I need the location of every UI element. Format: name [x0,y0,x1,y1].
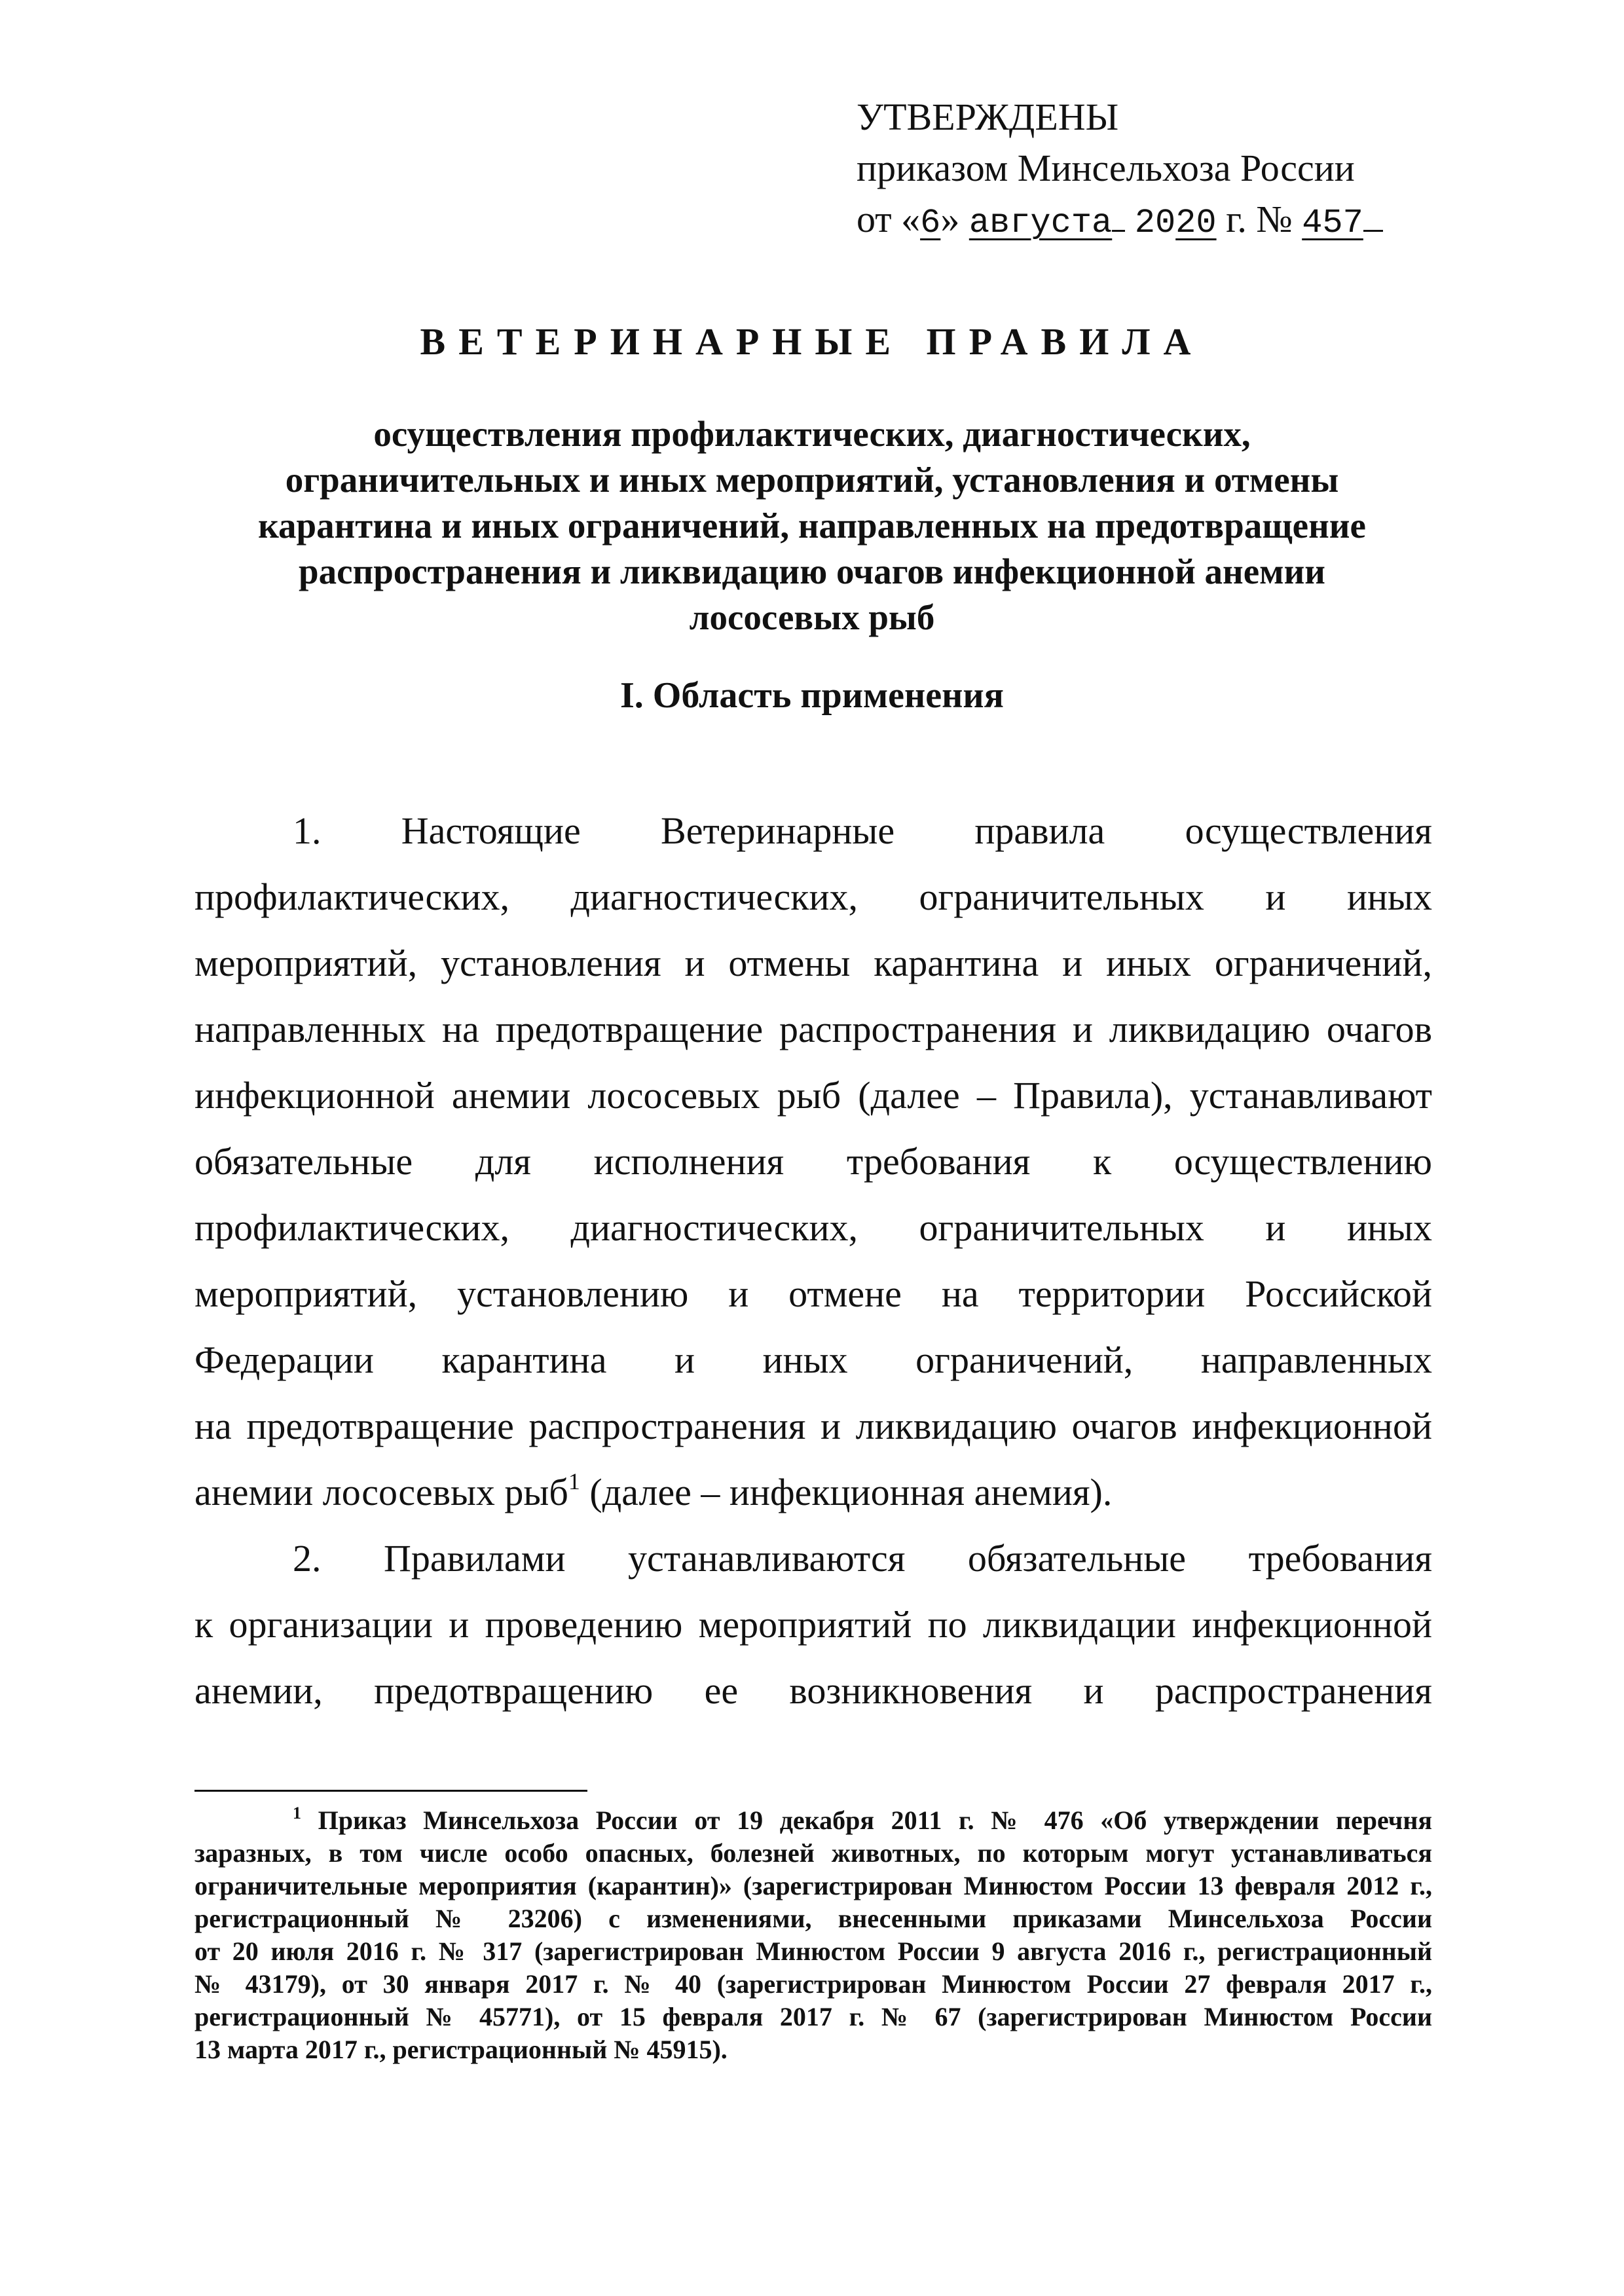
date-year-prefix: 20 [1134,204,1176,242]
body-line: анемии, предотвращению ее возникновения и распространения [194,1669,1432,1712]
body-line-text: (далее – инфекционная анемия). [580,1471,1113,1513]
footnote-line: заразных, в том числе особо опасных, болезней животных, по которым могут устанавливаться [194,1838,1432,1868]
blank-line [1363,196,1383,232]
body-line: мероприятий, установлению и отмене на территории Российской [194,1272,1432,1315]
subtitle-line: лососевых рыб [689,597,935,637]
footnote-reference[interactable]: 1 [568,1468,580,1494]
footnote-line: от 20 июля 2016 г. № 317 (зарегистрирован Минюстом России 9 августа 2016 г., регистрационный [194,1936,1432,1966]
body-line: на предотвращение распространения и ликвидацию очагов инфекционной [194,1405,1432,1447]
body-line: мероприятий, установления и отмены карантина и иных ограничений, [194,942,1432,984]
date-month: августа [969,204,1113,242]
body-line: обязательные для исполнения требования к осуществлению [194,1140,1432,1183]
approval-stamp [857,92,1446,249]
date-year-suffix: 20 [1175,204,1217,242]
body-line: 1. Настоящие Ветеринарные правила осуществления [293,809,1432,852]
date-year-label: г. № [1226,198,1293,240]
body-text [194,798,1432,1724]
subtitle-line: карантина и иных ограничений, направленных на предотвращение [258,506,1366,546]
body-line: направленных на предотвращение распространения и ликвидацию очагов [194,1008,1432,1050]
footnote-line: ограничительные мероприятия (карантин)» (зарегистрирован Минюстом России 13 февраля 2012 г., [194,1871,1432,1900]
section-heading: I. Область применения [620,675,1004,716]
body-line-with-footnote [194,1459,1432,1525]
body-line: профилактических, диагностических, ограничительных и иных [194,876,1432,918]
approval-issuer: приказом Минсельхоза России [857,147,1355,189]
body-line: профилактических, диагностических, ограничительных и иных [194,1206,1432,1249]
date-day: 6 [920,204,941,242]
body-line: 2. Правилами устанавливаются обязательные требования [293,1537,1432,1580]
subtitle-line: осуществления профилактических, диагностических, [373,414,1251,454]
document-subtitle [196,411,1428,640]
approval-date-line [857,194,1446,249]
document-title: ВЕТЕРИНАРНЫЕ ПРАВИЛА [420,320,1204,363]
date-close-quote: » [940,198,960,240]
body-line-text: анемии лососевых рыб [194,1471,568,1513]
blank-line [1112,196,1125,232]
date-from-label: от « [857,198,921,240]
footnote-line: № 43179), от 30 января 2017 г. № 40 (зарегистрирован Минюстом России 27 февраля 2017 г., [194,1969,1432,1999]
footnote-line: 13 марта 2017 г., регистрационный № 45915). [194,2035,728,2064]
subtitle-line: ограничительных и иных мероприятий, установления и отмены [285,460,1339,500]
body-line: к организации и проведению мероприятий по ликвидации инфекционной [194,1603,1432,1646]
footnote-line [194,1804,1432,1837]
footnote-line: регистрационный № 45771), от 15 февраля 2017 г. № 67 (зарегистрирован Минюстом России [194,2002,1432,2031]
footnote [194,1804,1432,2066]
footnote-line: регистрационный № 23206) с изменениями, внесенными приказами Минсельхоза России [194,1904,1432,1933]
footnote-marker: 1 [293,1804,301,1823]
footnote-separator [194,1790,587,1792]
body-line: Федерации карантина и иных ограничений, направленных [194,1339,1432,1381]
order-number: 457 [1302,204,1363,242]
footnote-line-text: Приказ Минсельхоза России от 19 декабря 2011 г. № 476 «Об утверждении перечня [318,1805,1433,1835]
body-line: инфекционной анемии лососевых рыб (далее – Правила), устанавливают [194,1074,1432,1117]
subtitle-line: распространения и ликвидацию очагов инфекционной анемии [299,551,1325,591]
approval-heading: УТВЕРЖДЕНЫ [857,96,1119,138]
